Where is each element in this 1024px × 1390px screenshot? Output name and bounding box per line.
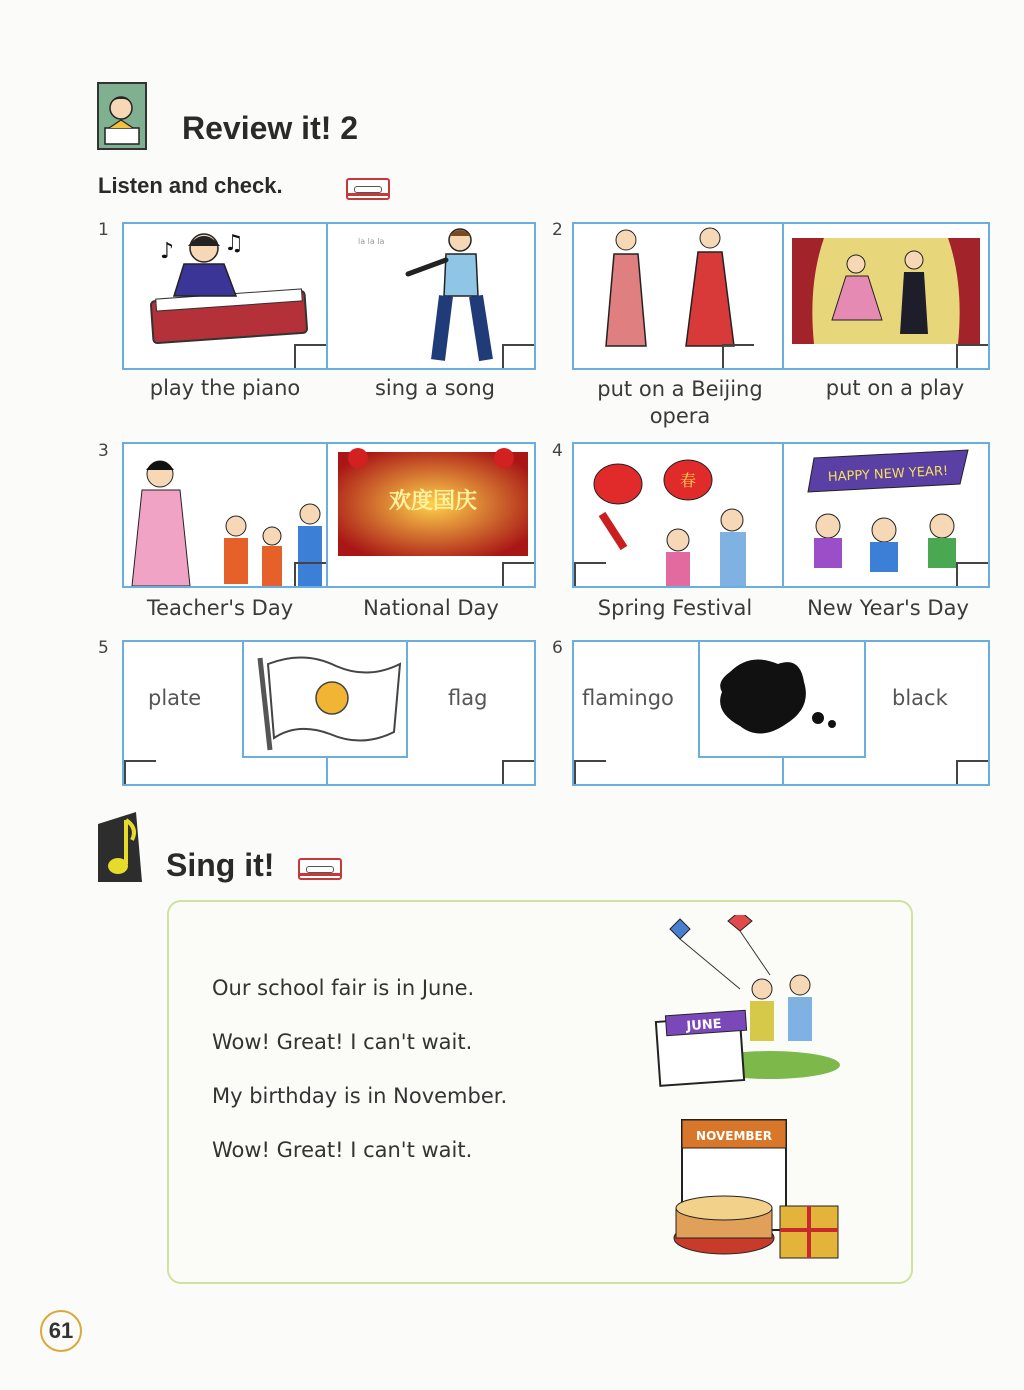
- word-flag: flag: [448, 686, 488, 710]
- exercise-number: 1: [98, 220, 109, 240]
- checkbox[interactable]: [294, 562, 326, 586]
- music-note-icon: [96, 812, 146, 882]
- exercise-number: 5: [98, 638, 109, 658]
- picture-new-years-day: [782, 442, 990, 588]
- checkbox[interactable]: [502, 562, 534, 586]
- exercise-number: 4: [552, 441, 563, 461]
- label-play-piano: play the piano: [149, 376, 301, 400]
- checkbox[interactable]: [722, 344, 754, 368]
- picture-black-blot: [698, 640, 866, 758]
- checkbox[interactable]: [294, 344, 326, 368]
- picture-play: [782, 222, 990, 370]
- november-calendar-label: NOVEMBER: [696, 1129, 772, 1143]
- page-number: 61: [40, 1310, 82, 1352]
- word-flamingo: flamingo: [582, 686, 674, 710]
- song-line: Wow! Great! I can't wait.: [212, 1030, 473, 1054]
- checkbox[interactable]: [956, 562, 988, 586]
- boy-reading-icon: [97, 82, 147, 150]
- svg-text:♪: ♪: [160, 239, 175, 264]
- listen-instruction: Listen and check.: [98, 173, 283, 198]
- review-title: Review it! 2: [182, 110, 359, 146]
- checkbox[interactable]: [502, 344, 534, 368]
- picture-spring-festival: [572, 442, 784, 588]
- label-beijing-opera: put on a Beijing opera: [597, 377, 763, 428]
- picture-kites-june: [650, 915, 850, 1090]
- svg-text:♫: ♫: [224, 231, 244, 256]
- song-line: Our school fair is in June.: [212, 976, 475, 1000]
- june-calendar-label: JUNE: [685, 1016, 723, 1035]
- svg-text:la la la: la la la: [358, 237, 385, 246]
- label-teachers-day: Teacher's Day: [146, 596, 294, 620]
- exercise-number: 2: [552, 220, 563, 240]
- national-day-banner: 欢度国庆: [388, 489, 478, 514]
- picture-flag: [242, 640, 408, 758]
- picture-play-piano: [122, 222, 328, 370]
- word-plate: plate: [148, 686, 202, 710]
- picture-beijing-opera: [572, 222, 784, 370]
- checkbox[interactable]: [574, 760, 606, 784]
- checkbox[interactable]: [124, 760, 156, 784]
- picture-sing-song: [326, 222, 536, 370]
- sing-title: Sing it!: [166, 847, 275, 883]
- word-black: black: [892, 686, 948, 710]
- label-spring-festival: Spring Festival: [597, 596, 753, 620]
- song-line: Wow! Great! I can't wait.: [212, 1138, 473, 1162]
- checkbox[interactable]: [956, 760, 988, 784]
- cassette-icon[interactable]: [346, 178, 390, 200]
- picture-national-day: [326, 442, 536, 588]
- song-line: My birthday is in November.: [212, 1084, 508, 1108]
- checkbox[interactable]: [574, 562, 606, 586]
- picture-teachers-day: [122, 442, 328, 588]
- checkbox[interactable]: [956, 344, 988, 368]
- new-year-banner: HAPPY NEW YEAR!: [827, 463, 949, 486]
- exercise-number: 3: [98, 441, 109, 461]
- checkbox[interactable]: [502, 760, 534, 784]
- exercise-number: 6: [552, 638, 563, 658]
- cassette-icon[interactable]: [298, 858, 342, 880]
- lantern-character: 春: [679, 471, 697, 490]
- label-new-years-day: New Year's Day: [807, 596, 969, 620]
- label-national-day: National Day: [363, 596, 499, 620]
- label-play: put on a play: [825, 376, 965, 400]
- label-sing-song: sing a song: [374, 376, 496, 400]
- picture-birthday-november: [668, 1110, 848, 1270]
